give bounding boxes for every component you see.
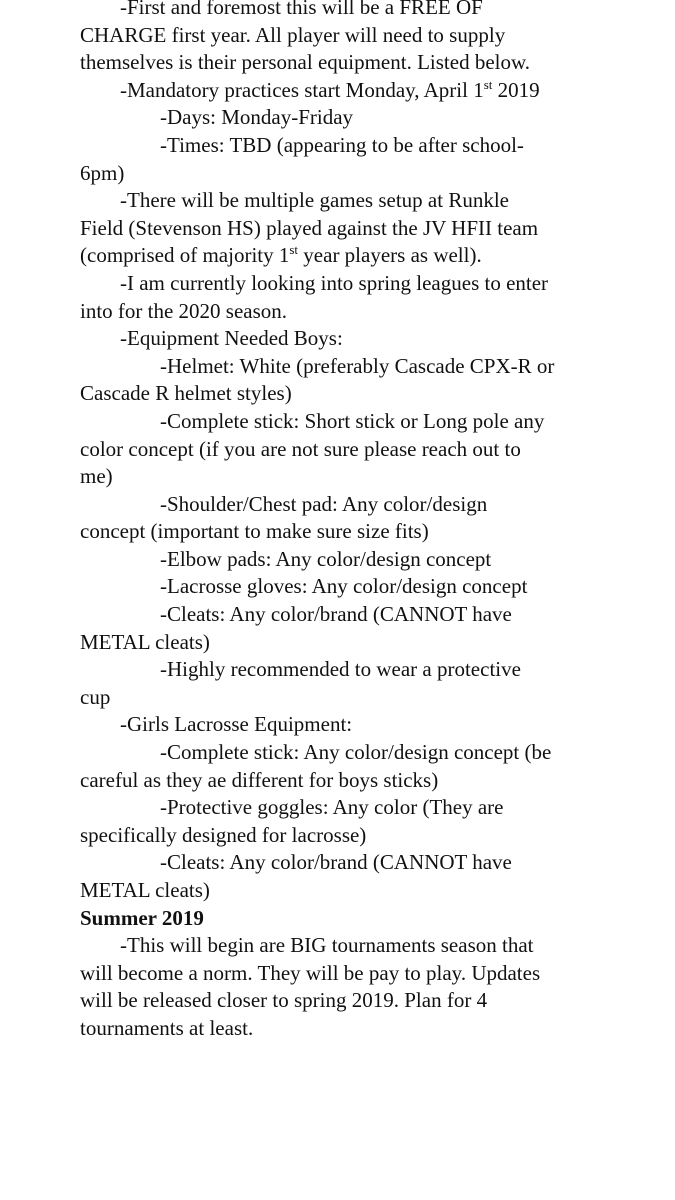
text-line — [80, 601, 640, 629]
line-text: careful as they ae different for boys sticks) — [80, 767, 439, 792]
text-line — [80, 187, 640, 215]
text-line — [80, 298, 640, 326]
text-line — [80, 932, 640, 960]
line-text-continued: year players as well). — [298, 243, 482, 268]
text-line — [80, 132, 640, 160]
line-text: specifically designed for lacrosse) — [80, 822, 367, 847]
document-body — [80, 0, 640, 1043]
text-line — [80, 353, 640, 381]
text-line — [80, 1015, 640, 1043]
text-line — [80, 270, 640, 298]
line-text: tournaments at least. — [80, 1015, 254, 1040]
line-text: -Girls Lacrosse Equipment: — [120, 712, 353, 737]
text-line — [80, 22, 640, 50]
line-text: -Cleats: Any color/brand (CANNOT have — [160, 602, 512, 627]
line-text: color concept (if you are not sure please reach out to — [80, 436, 521, 461]
text-line — [80, 877, 640, 905]
line-text: -Equipment Needed Boys: — [120, 326, 343, 351]
line-text: -Elbow pads: Any color/design concept — [160, 546, 492, 571]
line-text: me) — [80, 464, 113, 489]
line-text: -Helmet: White (preferably Cascade CPX-R or — [160, 353, 555, 378]
line-text-continued: 2019 — [492, 77, 540, 102]
text-line — [80, 104, 640, 132]
text-line — [80, 656, 640, 684]
text-line — [80, 463, 640, 491]
line-text: -I am currently looking into spring leagues to enter — [120, 270, 549, 295]
line-text: -Lacrosse gloves: Any color/design concept — [160, 574, 528, 599]
line-text: METAL cleats) — [80, 629, 210, 654]
line-text: 6pm) — [80, 160, 125, 185]
line-text: will become a norm. They will be pay to play. Updates — [80, 960, 541, 985]
ordinal-suffix: st — [289, 242, 299, 258]
text-line — [80, 77, 640, 105]
line-text: -Protective goggles: Any color (They are — [160, 795, 504, 820]
line-text: Field (Stevenson HS) played against the JV HFII team — [80, 215, 539, 240]
text-line — [80, 380, 640, 408]
section-heading — [80, 905, 640, 933]
line-text: -First and foremost this will be a FREE OF — [120, 0, 483, 19]
line-text: -Times: TBD (appearing to be after school- — [160, 132, 524, 157]
text-line — [80, 573, 640, 601]
text-line — [80, 960, 640, 988]
line-text: cup — [80, 684, 111, 709]
text-line — [80, 629, 640, 657]
line-text: themselves is their personal equipment. Listed below. — [80, 50, 531, 75]
line-text: -Complete stick: Short stick or Long pole any — [160, 408, 545, 433]
text-line — [80, 546, 640, 574]
line-text: concept (important to make sure size fits) — [80, 519, 429, 544]
line-text: -Complete stick: Any color/design concept (be — [160, 740, 552, 765]
text-line — [80, 408, 640, 436]
line-text: -Highly recommended to wear a protective — [160, 657, 521, 682]
line-text: -There will be multiple games setup at Runkle — [120, 188, 509, 213]
text-line — [80, 325, 640, 353]
ordinal-suffix: st — [483, 76, 493, 92]
text-line — [80, 49, 640, 77]
line-text: Summer 2019 — [80, 905, 204, 930]
text-line — [80, 436, 640, 464]
line-text: -Cleats: Any color/brand (CANNOT have — [160, 850, 512, 875]
line-text: -Days: Monday-Friday — [160, 105, 354, 130]
line-text: -Mandatory practices start Monday, April 1 — [120, 77, 484, 102]
text-line — [80, 160, 640, 188]
text-line — [80, 767, 640, 795]
line-text: (comprised of majority 1 — [80, 243, 290, 268]
text-line — [80, 794, 640, 822]
text-line — [80, 684, 640, 712]
text-line — [80, 822, 640, 850]
line-text: -Shoulder/Chest pad: Any color/design — [160, 491, 488, 516]
text-line — [80, 518, 640, 546]
line-text: -This will begin are BIG tournaments season that — [120, 933, 534, 958]
text-line — [80, 849, 640, 877]
line-text: METAL cleats) — [80, 878, 210, 902]
text-line — [80, 711, 640, 739]
text-line — [80, 242, 640, 270]
text-line — [80, 491, 640, 519]
document-lines — [80, 0, 640, 1043]
line-text: CHARGE first year. All player will need to supply — [80, 22, 506, 47]
text-line — [80, 987, 640, 1015]
text-line — [80, 739, 640, 767]
text-line — [80, 215, 640, 243]
line-text: Cascade R helmet styles) — [80, 381, 292, 406]
line-text: will be released closer to spring 2019. Plan for 4 — [80, 988, 488, 1013]
text-line — [80, 0, 640, 22]
line-text: into for the 2020 season. — [80, 298, 288, 323]
